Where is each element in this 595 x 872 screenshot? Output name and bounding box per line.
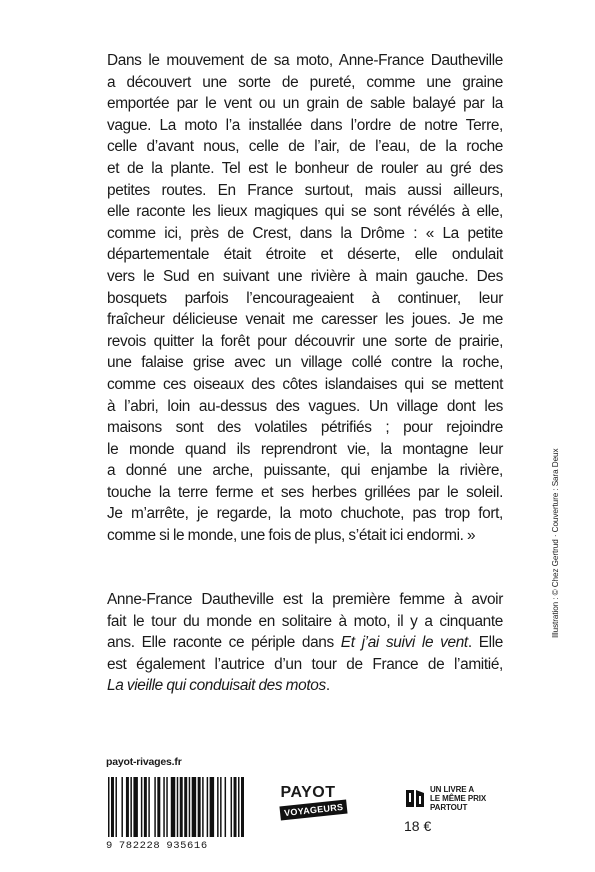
barcode-bar — [171, 777, 175, 837]
barcode-bar — [184, 777, 187, 837]
description-line: elle raconte les lieux magiques qui se sont révélés à elle, — [107, 203, 503, 221]
barcode-bar — [210, 777, 214, 837]
description-line: maisons sont des volatiles pétrifiés ; pour rejoindre — [107, 419, 503, 437]
description-line: le monde quand ils reprendront vie, la montagne leur — [107, 440, 503, 458]
description-line: comme ici, près de Crest, dans la Drôme : « La petite — [107, 224, 503, 242]
description-line: départementale était étroite et déserte, elle ondulait — [107, 246, 503, 264]
publisher-badge: VOYAGEURS — [279, 800, 347, 821]
barcode-bar — [207, 777, 208, 837]
barcode-bar — [121, 777, 122, 837]
barcode-bar — [198, 777, 201, 837]
barcode-bar — [154, 777, 155, 837]
author-bio-line: fait le tour du monde en solitaire à moto, il y a cinquante — [107, 612, 503, 630]
price: 18 € — [404, 818, 432, 834]
barcode-bar — [180, 777, 183, 837]
description-line: comme si le monde, une fois de plus, s’était ici endormi. » — [107, 527, 476, 545]
description-line: fraîcheur délicieuse venait me caresser les joues. Je me — [107, 311, 503, 329]
barcode-bar — [225, 777, 226, 837]
barcode-bar — [241, 777, 244, 837]
illustration-credit: Illustration : © Chez Gertrud · Couverture : Sara Deux — [551, 448, 560, 638]
description-line: celle d’avant nous, celle de l’air, de l’eau, de la roche — [107, 138, 503, 156]
description-line: à l’abri, loin au-dessus des vagues. Un village dont les — [107, 397, 503, 415]
description-line: vague. La moto l’a installée dans l’ordre de notre Terre, — [107, 116, 503, 134]
description-line: vers le Sud en suivant une rivière à main gauche. Des — [107, 267, 503, 285]
fixed-price-line: LE MÊME PRIX — [430, 794, 487, 803]
fixed-price-line: PARTOUT — [430, 803, 468, 812]
author-bio-line: ans. Elle raconte ce périple dans Et j’ai suivi le vent. Elle — [107, 634, 503, 652]
book-price-icon — [404, 787, 426, 809]
barcode-bar — [166, 777, 167, 837]
barcode-bar — [130, 777, 131, 837]
barcode-bar — [111, 777, 114, 837]
author-bio-line: La vieille qui conduisait des motos. — [107, 677, 330, 695]
fixed-price-line: UN LIVRE A — [430, 785, 475, 794]
isbn-number: 9 782228 935616 — [106, 840, 208, 852]
publisher-name: PAYOT — [280, 784, 336, 801]
back-cover-description — [107, 50, 503, 547]
description-line: emportée par le vent ou un grain de sable balayé par la — [107, 95, 503, 113]
description-line: une falaise grise avec un village collé contre la roche, — [107, 354, 503, 372]
description-line: bosquets parfois l’encourageaient à continuer, leur — [107, 289, 503, 307]
author-bio — [107, 589, 503, 697]
author-bio-line: est également l’autrice d’un tour de France de l’amitié, — [107, 655, 503, 673]
barcode-bar — [238, 777, 239, 837]
barcode — [106, 777, 246, 839]
description-line: Je m’arrête, je regarde, la moto chuchote, pas trop fort, — [107, 505, 503, 523]
description-line: revois quitter la forêt pour découvrir une sorte de prairie, — [107, 332, 503, 350]
description-line: et de la plante. Tel est le bonheur de rouler au gré des — [107, 159, 503, 177]
barcode-bar — [177, 777, 178, 837]
description-line: comme ces oiseaux des côtes islandaises qui se mettent — [107, 375, 503, 393]
book-title: La vieille qui conduisait des motos — [107, 677, 326, 695]
description-line: petites routes. En France surtout, mais aussi ailleurs, — [107, 181, 503, 199]
barcode-bar — [141, 777, 142, 837]
barcode-bar — [148, 777, 149, 837]
description-line: a donné une arche, puissante, qui enjambe la rivière, — [107, 462, 503, 480]
description-line: touche la terre ferme et ses herbes grillées par le soleil. — [107, 483, 503, 501]
fixed-price-label — [404, 785, 514, 815]
barcode-bar — [231, 777, 232, 837]
author-bio-line: Anne-France Dautheville est la première femme à avoir — [107, 591, 503, 608]
barcode-bar — [126, 777, 129, 837]
barcode-bar — [133, 777, 137, 837]
barcode-bar — [108, 777, 109, 837]
barcode-bar — [115, 777, 116, 837]
book-title: Et j’ai suivi le vent — [340, 634, 468, 652]
description-line: a découvert une sorte de pureté, comme une graine — [107, 73, 503, 91]
barcode-bar — [192, 777, 196, 837]
barcode-bar — [144, 777, 147, 837]
barcode-bar — [157, 777, 160, 837]
barcode-bar — [202, 777, 203, 837]
barcode-bar — [163, 777, 164, 837]
barcode-bar — [234, 777, 237, 837]
payot-voyageurs-logo — [278, 784, 344, 834]
description-line: Dans le mouvement de sa moto, Anne-France Dautheville — [107, 52, 503, 69]
barcode-bar — [189, 777, 190, 837]
barcode-bar — [220, 777, 221, 837]
publisher-website: payot-rivages.fr — [106, 756, 182, 768]
barcode-bar — [217, 777, 218, 837]
